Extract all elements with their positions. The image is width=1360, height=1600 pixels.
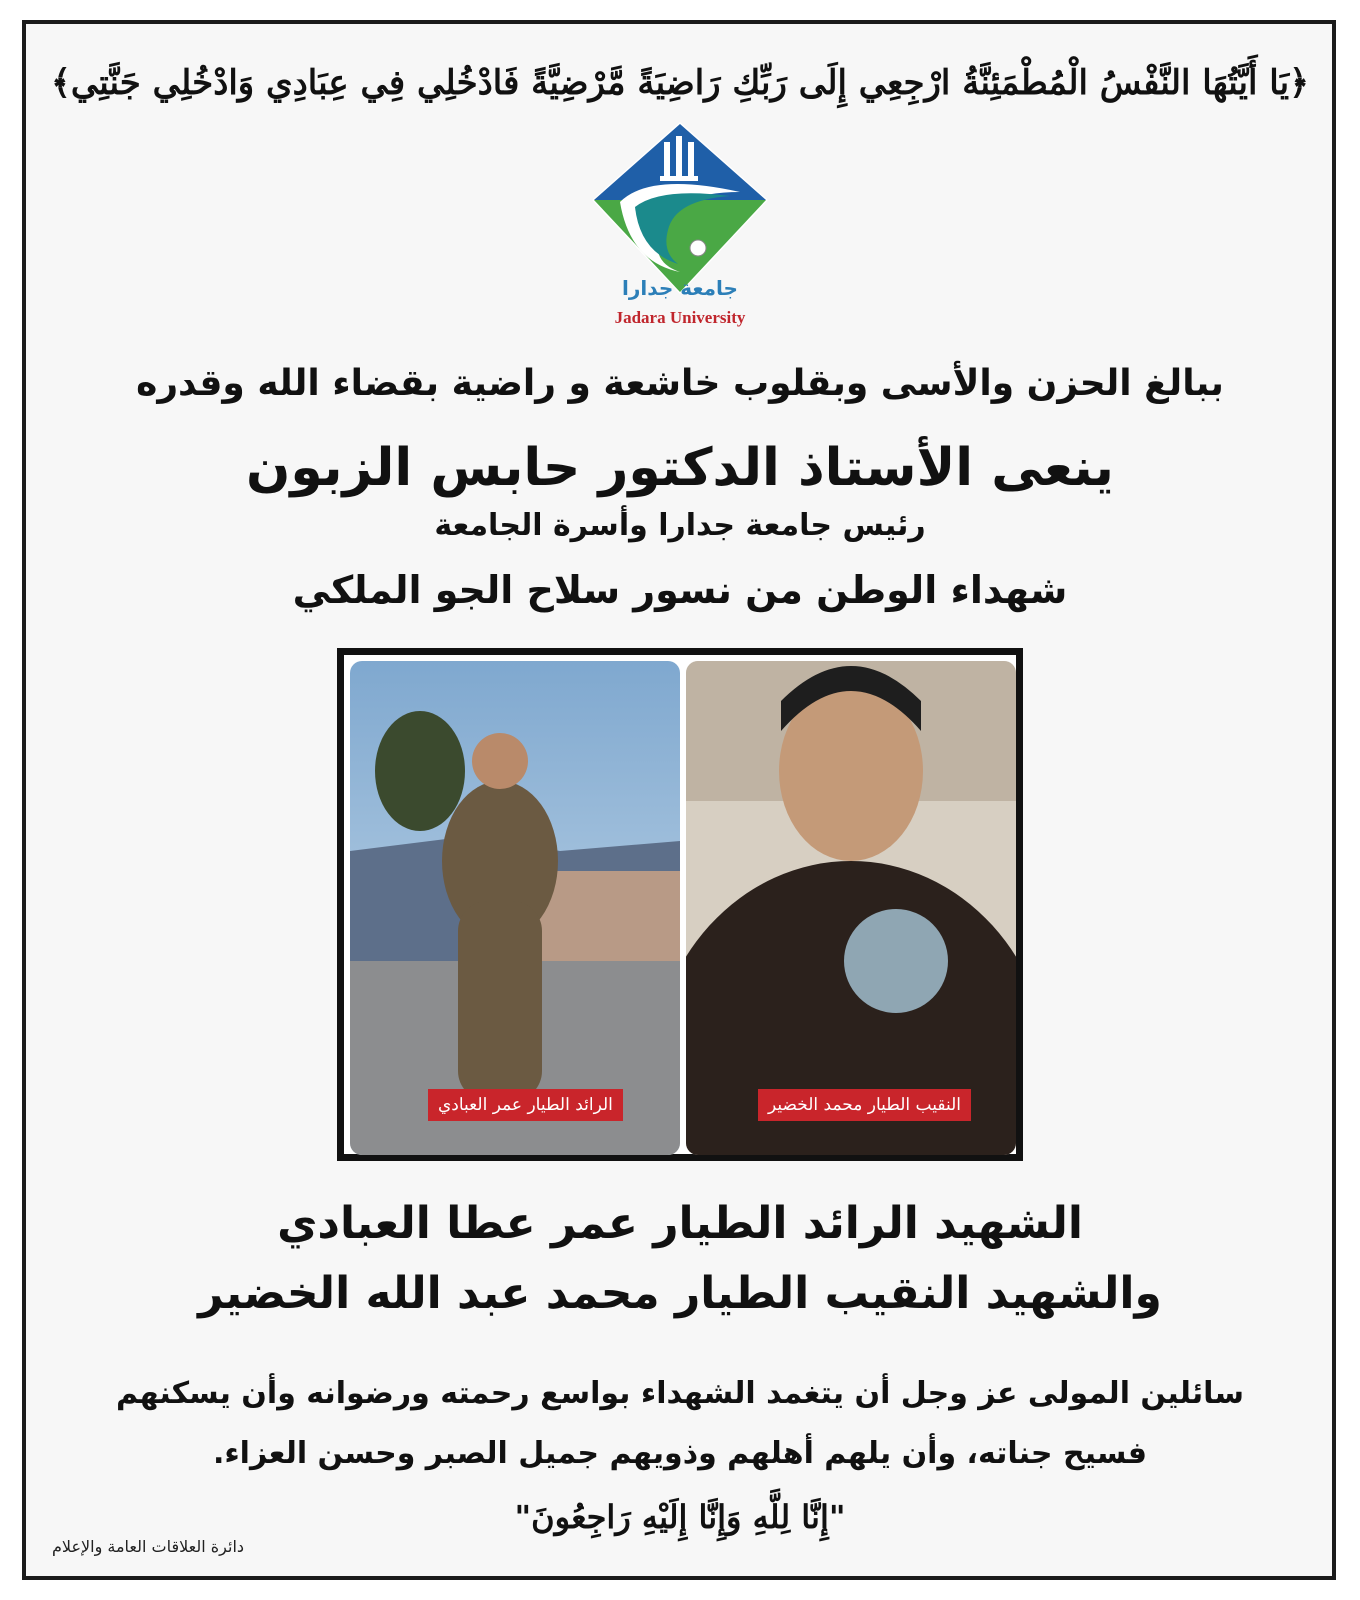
photo-mohammad-alkhudair (686, 661, 1016, 1155)
martyr-2-name: والشهيد النقيب الطيار محمد عبد الله الخضير (198, 1268, 1162, 1319)
prayer-line-1: سائلين المولى عز وجل أن يتغمد الشهداء بواسع رحمته ورضوانه وأن يسكنهم (116, 1376, 1244, 1411)
logo-name-arabic: جامعة جدارا (622, 276, 738, 300)
announcement-line-3: رئيس جامعة جدارا وأسرة الجامعة (434, 508, 926, 543)
logo-name-english: Jadara University (614, 308, 746, 327)
caption-mohammad: النقيب الطيار محمد الخضير (758, 1089, 971, 1121)
announcement-line-2: ينعى الأستاذ الدكتور حابس الزبون (246, 438, 1114, 498)
announcement-line-4: شهداء الوطن من نسور سلاح الجو الملكي (292, 568, 1068, 612)
martyr-1-name: الشهيد الرائد الطيار عمر عطا العبادي (277, 1198, 1083, 1249)
footer-department: دائرة العلاقات العامة والإعلام (52, 1537, 245, 1556)
prayer-line-3: "إِنَّا لِلَّهِ وَإِنَّا إِلَيْهِ رَاجِعُونَ" (514, 1498, 846, 1536)
quran-verse: ﴿يَا أَيَّتُهَا النَّفْسُ الْمُطْمَئِنَّةُ ارْجِعِي إِلَى رَبِّكِ رَاضِيَةً مَّرْضِيَّةً فَادْخُلِي فِي عِبَادِي وَادْخُلِي جَنَّتِي﴾ (50, 63, 1310, 103)
announcement-line-1: ببالغ الحزن والأسى وبقلوب خاشعة و راضية بقضاء الله وقدره (136, 363, 1224, 404)
caption-omar: الرائد الطيار عمر العبادي (428, 1089, 623, 1121)
university-logo (590, 122, 770, 332)
photo-omar-alabbadi (350, 661, 680, 1155)
photos-frame (337, 648, 1023, 1161)
prayer-line-2: فسيح جناته، وأن يلهم أهلهم وذويهم جميل الصبر وحسن العزاء. (212, 1436, 1148, 1471)
